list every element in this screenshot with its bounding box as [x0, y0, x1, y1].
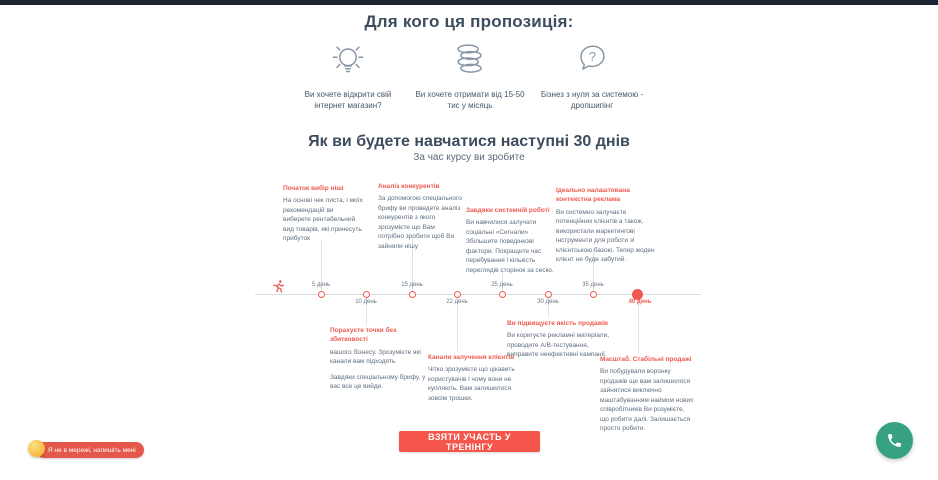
audience-section-title: Для кого ця пропозиція: [364, 12, 574, 31]
timeline-block-breakeven [330, 326, 433, 392]
block-title: Масштаб. Стабільні продажі [600, 356, 692, 363]
day-label-15: 15 день [401, 282, 423, 288]
course-section-subtitle: За час курсу ви зробите [413, 152, 525, 163]
day-label-22: 22 день [446, 299, 468, 305]
timeline-block-scale [600, 355, 695, 433]
timeline-block-sales-quality [507, 319, 615, 360]
chat-avatar-icon[interactable] [28, 440, 45, 457]
offline-chat-label: Я не в мережі, напишіть мені [48, 446, 136, 454]
block-title: Аналіз конкурентів [378, 183, 440, 190]
connector-day40 [638, 300, 639, 353]
block-body: Ви навчилися залучати соціальні «Сигнали» Збільшите поведінкові фактори. Покращите час перебування і кількість переглядів сторінок за сесію. [466, 219, 554, 274]
audience-item-income [409, 38, 531, 111]
block-body: Ви побудували воронку продажів ще вам залишилося зайнятися виключно маштабуванням наймом нових співробітників Ви розумієте, що робити далі. Залишається просто робити. [600, 368, 694, 432]
phone-icon [886, 432, 903, 449]
block-body: Ви системно залучаєте потенційних клієнтів а також, використали маркетингові інструменти для роботи зі клієнтською базою. Тепер жоден клієнт не буде забутий. [556, 208, 655, 263]
audience-item-label: Ви хочете відкрити свій інтернет магазин? [304, 90, 392, 111]
svg-text:?: ? [588, 48, 597, 64]
day-label-5: 5 день [311, 282, 331, 288]
day-label-35: 35 день [582, 282, 604, 288]
top-accent-bar [0, 0, 938, 5]
timeline-dot-day35 [590, 291, 597, 298]
block-title: Ви підвищуєте якість продажів [507, 320, 609, 327]
audience-item-label: Бізнез з нуля за системою - дропшипінг [540, 90, 644, 111]
timeline-block-context-ads [556, 186, 656, 264]
audience-item-label: Ви хочете отримати від 15-50 тис у місяць [415, 90, 525, 111]
timeline-block-niche [283, 184, 363, 244]
day-label-40: 40 день [628, 299, 652, 305]
timeline-dot-day25 [499, 291, 506, 298]
question-bubble-icon [569, 38, 615, 82]
coins-icon [447, 38, 493, 82]
timeline-dot-day30 [545, 291, 552, 298]
block-body-2: Завдяки спеціальному брифу, у вас все це вийде. [330, 373, 426, 391]
timeline-dot-day5 [318, 291, 325, 298]
block-body: За допомогою спеціального брифу ви проведете аналіз конкурентів з якого зрозумієте що Вам потрібно зробити щоб Ви зайняли нішу [378, 195, 462, 250]
timeline-block-system-work [466, 206, 554, 275]
timeline-dot-day15 [409, 291, 416, 298]
block-title: Ідеально налаштована контекстна реклама [556, 187, 630, 204]
block-title: Канали залучення клієнтів [428, 354, 515, 361]
audience-item-dropshipping [531, 38, 653, 111]
runner-icon [270, 279, 285, 294]
join-training-button[interactable]: ВЗЯТИ УЧАСТЬ У ТРЕНІНГУ [399, 431, 540, 452]
connector-day22 [457, 297, 458, 351]
timeline-dot-day10 [363, 291, 370, 298]
block-title: Початок вибір ніші [283, 185, 344, 192]
timeline-dot-day22 [454, 291, 461, 298]
audience-item-shop [287, 38, 409, 111]
day-label-10: 10 день [355, 299, 377, 305]
day-label-30: 30 день [537, 299, 559, 305]
lightbulb-icon [325, 38, 371, 82]
block-body: вашого бізнесу. Зрозумієте які канали вам підходять [330, 348, 421, 366]
block-title: Порахуєте точки без збитковості [330, 327, 397, 344]
block-body: Чітко зрозумієте що цікавить користувачів і чому вони не купляють. Вам залишилося зовсім трошки. [428, 366, 515, 402]
timeline-block-client-channels [428, 353, 523, 403]
block-body: Ви коригуєте рекламні матеріали, проводите А/В-тестування, виправите неефективні кампанії. [507, 332, 610, 359]
block-title: Завдяки системній роботі [466, 207, 550, 214]
block-body: На основі чек листа, і моїх рекомендацій ви виберете рентабельний вид товарів, які принесуть прибуток [283, 197, 363, 243]
day-label-25: 25 день [491, 282, 513, 288]
course-section-title: Як ви будете навчатися наступні 30 днів [308, 133, 630, 150]
call-button[interactable] [876, 422, 913, 459]
audience-row [287, 38, 653, 111]
timeline-block-competitors [378, 182, 462, 251]
offline-chat-widget[interactable] [36, 442, 144, 458]
